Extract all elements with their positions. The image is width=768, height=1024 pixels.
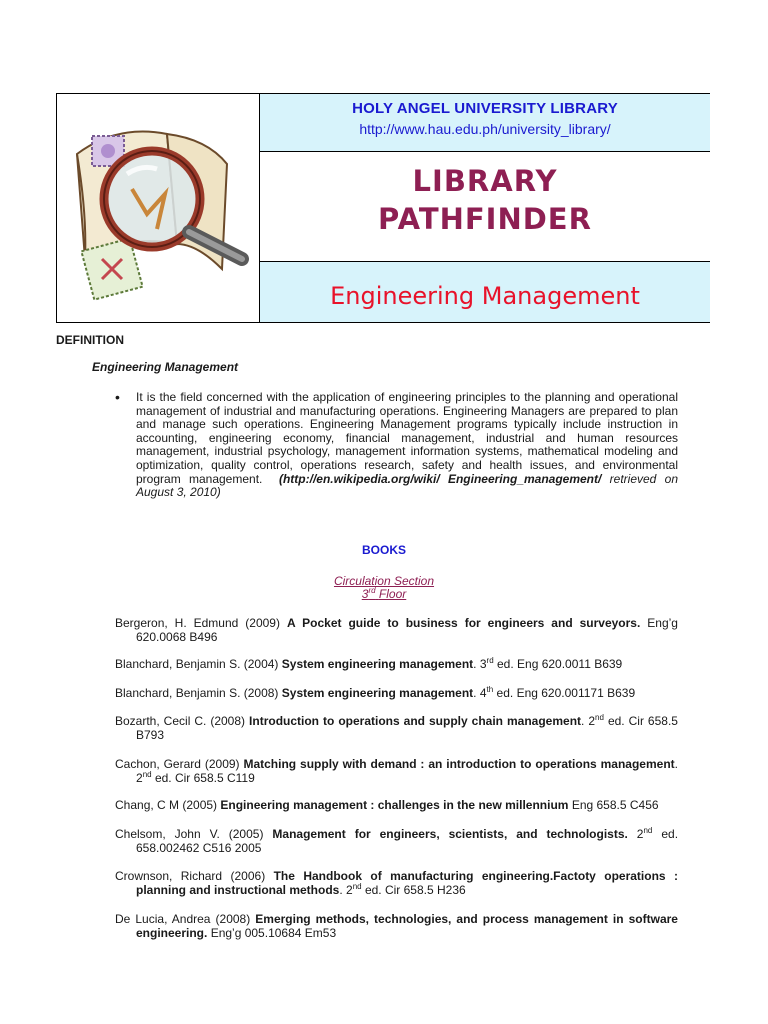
subject-cell <box>260 262 710 322</box>
definition-source-link[interactable]: (http://en.wikipedia.org/wiki/ Engineering_management/ <box>278 471 602 486</box>
book-author: Bozarth, Cecil C. (2008) <box>115 714 246 728</box>
book-author: Cachon, Gerard (2009) <box>115 757 240 771</box>
book-edition-number: 2 <box>636 827 644 841</box>
book-entry <box>115 828 678 855</box>
book-call-number: Eng 658.5 C456 <box>571 798 659 812</box>
book-call-number: ed. Eng 620.0011 B639 <box>497 657 623 671</box>
book-title: System engineering management <box>281 686 474 700</box>
book-title: The Handbook of manufacturing engineering.Factoty operations : planning and instructional methods <box>136 869 678 897</box>
book-call-number: Eng’g 005.10684 Em53 <box>210 925 337 940</box>
book-title: Introduction to operations and supply chain management <box>249 714 582 728</box>
book-title: Engineering management : challenges in the new millennium <box>220 798 569 812</box>
book-edition-number: 2 <box>136 770 143 785</box>
book-title: Emerging methods, technologies, and process management in software engineering. <box>136 912 678 940</box>
book-author: Bergeron, H. Edmund (2009) <box>115 616 280 630</box>
book-entry <box>115 617 678 644</box>
book-edition-number: 2 <box>346 882 353 897</box>
book-entry: Crownson, Richard (2006) The Handbook of manufacturing engineering.Factoty operations : planning and instructional methods. 2nd ed. Cir 658.5 H236 <box>115 869 678 897</box>
book-entry: Blanchard, Benjamin S. (2008) System engineering management. 4th ed. Eng 620.001171 B639 <box>115 685 636 700</box>
book-author: Blanchard, Benjamin S. (2004) <box>115 657 279 671</box>
university-banner <box>260 94 710 152</box>
magnifying-glass-book-icon <box>57 94 259 322</box>
book-title: System engineering management <box>281 657 474 671</box>
book-entry <box>115 799 678 813</box>
book-edition-suffix: nd <box>352 881 362 891</box>
floor-link[interactable] <box>0 588 768 602</box>
book-author: Crownson, Richard (2006) <box>115 869 266 883</box>
book-entry <box>115 913 678 940</box>
floor-word: Floor <box>378 587 407 601</box>
book-call-number: Eng’g 620.0068 B496 <box>136 616 678 644</box>
book-edition-suffix: rd <box>486 656 494 665</box>
logo-cell <box>57 94 260 322</box>
book-edition-suffix: th <box>486 685 494 694</box>
book-title: Matching supply with demand : an introduction to operations management <box>243 757 675 771</box>
book-title: A Pocket guide to business for engineers and surveyors. <box>286 616 641 630</box>
book-call-number: ed. Cir 658.5 C119 <box>154 770 255 785</box>
book-edition-suffix: nd <box>643 826 653 835</box>
definition-text: It is the field concerned with the application of engineering principles to the planning and operational management of industrial and manufacturing operations. Engineering Managers are prepared to plan and manage such operations. Engineering Management programs typically include instruction in accounting, engineering economy, financial management, industrial and human resources management, industrial psychology, management information systems, mathematical modeling and optimization, quality control, operations research, safety and health issues, and environmental program management. <box>136 390 678 486</box>
book-author: Chelsom, John V. (2005) <box>115 827 264 841</box>
book-call-number: ed. Cir 658.5 H236 <box>364 882 466 897</box>
definition-paragraph <box>136 391 678 500</box>
header-table <box>56 93 710 323</box>
book-edition-number: 4 <box>479 686 487 700</box>
book-entry: Bozarth, Cecil C. (2008) Introduction to operations and supply chain management. 2nd ed. Cir 658.5 B793 <box>115 713 678 742</box>
title-line-pathfinder: PATHFINDER <box>378 202 592 236</box>
book-entry: Blanchard, Benjamin S. (2004) System engineering management. 3rd ed. Eng 620.0011 B639 <box>115 656 623 671</box>
book-call-number: ed. Cir 658.5 B793 <box>136 714 678 742</box>
floor-number: 3 <box>361 587 369 601</box>
book-edition-suffix: nd <box>142 769 152 779</box>
definition-retrieved: retrieved on August 3, 2010) <box>136 471 678 500</box>
university-name: HOLY ANGEL UNIVERSITY LIBRARY <box>352 100 618 117</box>
definition-term: Engineering Management <box>92 360 239 374</box>
definition-heading: DEFINITION <box>56 333 124 347</box>
book-edition-number: 3 <box>479 657 487 671</box>
book-author: Blanchard, Benjamin S. (2008) <box>115 686 279 700</box>
pathfinder-title-cell <box>260 152 710 262</box>
book-edition-number: 2 <box>588 714 596 728</box>
book-edition-suffix: nd <box>595 713 604 722</box>
header-right-column <box>260 94 710 322</box>
book-author: De Lucia, Andrea (2008) <box>115 912 251 926</box>
book-call-number: ed. 658.002462 C516 2005 <box>136 827 679 855</box>
book-entry: Cachon, Gerard (2009) Matching supply with demand : an introduction to operations management. 2nd ed. Cir 658.5 C119 <box>115 757 678 785</box>
floor-sup: rd <box>368 586 376 595</box>
books-heading: BOOKS <box>361 543 406 557</box>
subject-title: Engineering Management <box>330 282 640 310</box>
bullet-icon: • <box>115 389 120 405</box>
book-call-number: ed. Eng 620.001171 B639 <box>496 686 636 700</box>
book-title: Management for engineers, scientists, and technologists. <box>272 827 628 841</box>
circulation-section-link[interactable]: Circulation Section <box>333 574 435 588</box>
book-author: Chang, C M (2005) <box>115 798 218 812</box>
title-line-library: LIBRARY <box>412 164 558 198</box>
library-url-link[interactable]: http://www.hau.edu.ph/university_library/ <box>359 121 611 137</box>
